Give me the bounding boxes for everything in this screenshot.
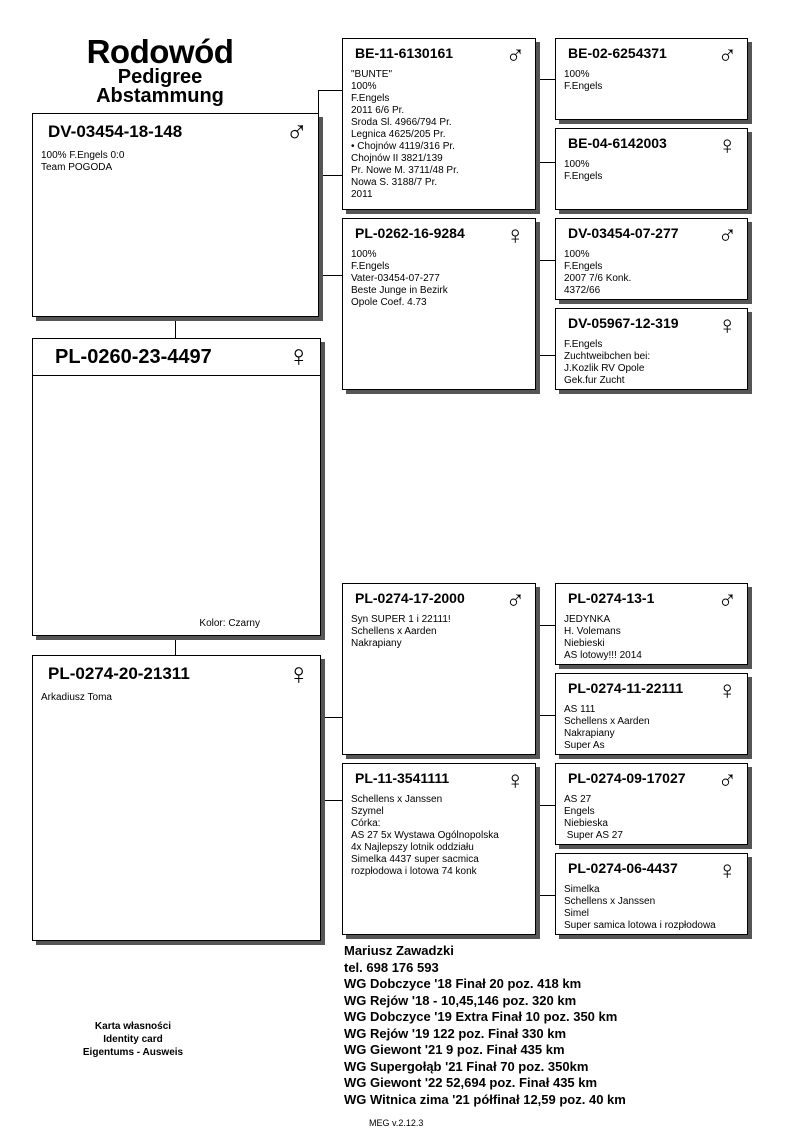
gen3-ring: DV-05967-12-319: [568, 315, 679, 331]
connector-dam-gen2-bottom: [318, 800, 342, 801]
detail-line: F.Engels: [351, 261, 390, 272]
identity-card-label: [58, 1020, 208, 1059]
female-icon: ♀: [717, 130, 737, 160]
ancestor-card[interactable]: [555, 38, 748, 120]
gen3-ring: PL-0274-13-1: [568, 590, 655, 606]
detail-line: Opole Coef. 4.73: [351, 297, 427, 308]
female-icon: ♀: [717, 310, 737, 340]
detail-line: H. Volemans: [564, 626, 621, 637]
detail-line: "BUNTE": [351, 69, 392, 80]
detail-line: • Chojnów 4119/316 Pr.: [351, 141, 455, 152]
gen3-details: [564, 614, 642, 662]
detail-line: F.Engels: [351, 93, 390, 104]
detail-line: JEDYNKA: [564, 614, 611, 625]
ancestor-card[interactable]: [555, 128, 748, 210]
version-label: MEG v.2.12.3: [369, 1118, 424, 1128]
ancestor-card[interactable]: [555, 673, 748, 755]
ancestor-card[interactable]: [555, 763, 748, 845]
detail-line: Córka:: [351, 818, 381, 829]
connector-sire-subject: [175, 316, 176, 338]
detail-line: Schellens x Aarden: [351, 626, 437, 637]
sire-details: [41, 150, 124, 174]
sire-line: Team POGODA: [41, 162, 113, 173]
detail-line: Niebieska: [564, 818, 608, 829]
connector-subject-dam: [175, 635, 176, 655]
ancestor-card[interactable]: [555, 853, 748, 935]
detail-line: rozpłodowa i lotowa 74 konk: [351, 866, 477, 877]
detail-line: AS 27: [564, 794, 592, 805]
subject-ring: PL-0260-23-4497: [55, 346, 212, 368]
dam-details: [41, 692, 112, 704]
connector-gen2-2-b: [535, 715, 555, 716]
detail-line: Nakrapiany: [351, 638, 402, 649]
female-icon: ♀: [287, 340, 310, 373]
male-icon: ♂: [285, 116, 308, 149]
female-icon: ♀: [717, 675, 737, 705]
sire-ring: DV-03454-18-148: [48, 122, 183, 141]
subject-header: [33, 339, 320, 376]
gen3-ring: BE-02-6254371: [568, 45, 667, 61]
connector-gen2-2-a: [535, 625, 555, 626]
female-icon: ♀: [717, 855, 737, 885]
gen2-ring: PL-0262-16-9284: [355, 225, 465, 241]
ancestor-card[interactable]: [555, 583, 748, 665]
connector-sire-gen2: [318, 175, 342, 176]
detail-line: F.Engels: [564, 171, 603, 182]
detail-line: F.Engels: [564, 261, 603, 272]
title-pedigree: Pedigree: [117, 66, 203, 88]
female-icon: ♀: [505, 765, 525, 795]
detail-line: Super As: [564, 740, 605, 751]
connector-dam-gen2: [318, 717, 342, 718]
detail-line: Legnica 4625/205 Pr.: [351, 129, 446, 140]
owner-phone: tel. 698 176 593: [344, 959, 439, 975]
sire-line: 100% F.Engels 0:0: [41, 150, 125, 161]
detail-line: 2011 6/6 Pr.: [351, 105, 405, 116]
detail-line: Super AS 27: [564, 830, 623, 841]
dam-line: Arkadiusz Toma: [41, 692, 112, 703]
detail-line: Beste Junge in Bezirk: [351, 285, 448, 296]
gen2-details: [351, 69, 459, 201]
female-icon: ♀: [505, 220, 525, 250]
connector-gen2-1-b: [535, 355, 555, 356]
detail-line: Syn SUPER 1 i 22111!: [351, 614, 451, 625]
connector-sire-gen2-bottom: [318, 275, 342, 276]
ancestor-card[interactable]: [555, 308, 748, 390]
connector-gen2-0-a: [535, 79, 555, 80]
detail-line: AS 111: [564, 704, 596, 715]
gen3-details: [564, 884, 716, 932]
detail-line: Simel: [564, 908, 590, 919]
connector-gen2-1-a: [535, 260, 555, 261]
owner-contact: [344, 943, 626, 1108]
achievement-line: WG Supergołąb '21 Finał 70 poz. 350km: [344, 1058, 589, 1074]
detail-line: Schellens x Aarden: [564, 716, 650, 727]
connector-gen2-3-a: [535, 805, 555, 806]
detail-line: 100%: [564, 249, 590, 260]
subject-color: Kolor: Czarny: [199, 618, 260, 629]
detail-line: Chojnów II 3821/139: [351, 153, 443, 164]
gen3-ring: DV-03454-07-277: [568, 225, 679, 241]
detail-line: Schellens x Janssen: [564, 896, 656, 907]
achievement-line: WG Rejów '18 - 10,45,146 poz. 320 km: [344, 992, 577, 1008]
detail-line: Szymel: [351, 806, 384, 817]
detail-line: Pr. Nowe M. 3711/48 Pr.: [351, 165, 459, 176]
grandsire-paternal-card[interactable]: [342, 38, 536, 210]
detail-line: Super samica lotowa i rozpłodowa: [564, 920, 716, 931]
detail-line: 2007 7/6 Konk.: [564, 273, 632, 284]
achievement-line: WG Dobczyce '18 Finał 20 poz. 418 km: [344, 976, 582, 991]
gen3-details: [564, 249, 631, 297]
detail-line: J.Kozlik RV Opole: [564, 363, 645, 374]
gen3-details: [564, 69, 602, 93]
title-abstammung: Abstammung: [96, 85, 224, 107]
dam-card[interactable]: [32, 655, 321, 941]
gen2-ring: PL-0274-17-2000: [355, 590, 465, 606]
gen3-ring: PL-0274-06-4437: [568, 860, 678, 876]
male-icon: ♂: [717, 765, 737, 795]
gen2-details: [351, 249, 448, 309]
identity-card-en: Identity card: [103, 1034, 163, 1045]
gen3-ring: BE-04-6142003: [568, 135, 667, 151]
subject-card[interactable]: [32, 338, 321, 636]
identity-card-de: Eigentums - Ausweis: [82, 1047, 184, 1058]
male-icon: ♂: [717, 585, 737, 615]
achievement-line: WG Rejów '19 122 poz. Finał 330 km: [344, 1025, 566, 1041]
detail-line: 4x Najlepszy lotnik oddziału: [351, 842, 474, 853]
gen3-details: [564, 159, 602, 183]
gen2-ring: BE-11-6130161: [355, 45, 454, 61]
male-icon: ♂: [505, 40, 525, 70]
gen2-details: [351, 794, 499, 878]
detail-line: AS lotowy!!! 2014: [564, 650, 642, 661]
male-icon: ♂: [717, 220, 737, 250]
gen2-ring: PL-11-3541111: [355, 770, 450, 786]
achievement-line: WG Giewont '21 9 poz. Finał 435 km: [344, 1042, 565, 1057]
granddam-paternal-card[interactable]: [342, 218, 536, 390]
granddam-maternal-card[interactable]: [342, 763, 536, 935]
male-icon: ♂: [717, 40, 737, 70]
detail-line: Schellens x Janssen: [351, 794, 443, 805]
detail-line: Nakrapiany: [564, 728, 615, 739]
gen3-ring: PL-0274-09-17027: [568, 770, 686, 786]
owner-name: Mariusz Zawadzki: [344, 943, 454, 958]
identity-card-pl: Karta własności: [94, 1021, 172, 1032]
connector-sire-gen2-top: [318, 90, 342, 91]
detail-line: Zuchtweibchen bei:: [564, 351, 651, 362]
female-icon: ♀: [287, 658, 310, 691]
detail-line: Engels: [564, 806, 595, 817]
detail-line: 100%: [351, 81, 377, 92]
detail-line: F.Engels: [564, 81, 603, 92]
detail-line: 4372/66: [564, 285, 601, 296]
dam-ring: PL-0274-20-21311: [48, 664, 190, 683]
gen3-details: [564, 704, 650, 752]
detail-line: Sroda Sl. 4966/794 Pr.: [351, 117, 452, 128]
male-icon: ♂: [505, 585, 525, 615]
connector-gen2-3-b: [535, 895, 555, 896]
detail-line: AS 27 5x Wystawa Ogólnopolska: [351, 830, 499, 841]
detail-line: 100%: [564, 159, 590, 170]
detail-line: Nowa S. 3188/7 Pr.: [351, 177, 438, 188]
detail-line: Niebieski: [564, 638, 605, 649]
gen2-details: [351, 614, 451, 650]
detail-line: 2011: [351, 189, 373, 200]
connector-gen2-0-b: [535, 162, 555, 163]
gen3-details: [564, 339, 650, 387]
sire-card[interactable]: [32, 113, 319, 317]
title-rodowod: Rodowód: [86, 33, 234, 70]
detail-line: 100%: [564, 69, 590, 80]
detail-line: Gek.fur Zucht: [564, 375, 625, 386]
detail-line: Simelka: [564, 884, 600, 895]
achievement-line: WG Giewont '22 52,694 poz. Finał 435 km: [344, 1075, 598, 1090]
grandsire-maternal-card[interactable]: [342, 583, 536, 755]
ancestor-card[interactable]: [555, 218, 748, 300]
achievement-line: WG Witnica zima '21 półfinał 12,59 poz. 40 km: [344, 1091, 626, 1107]
detail-line: 100%: [351, 249, 377, 260]
gen3-details: [564, 794, 623, 842]
detail-line: F.Engels: [564, 339, 603, 350]
achievement-line: WG Dobczyce '19 Extra Finał 10 poz. 350 km: [344, 1009, 618, 1024]
gen3-ring: PL-0274-11-22111: [568, 680, 684, 696]
detail-line: Simelka 4437 super sacmica: [351, 854, 479, 865]
detail-line: Vater-03454-07-277: [351, 273, 440, 284]
